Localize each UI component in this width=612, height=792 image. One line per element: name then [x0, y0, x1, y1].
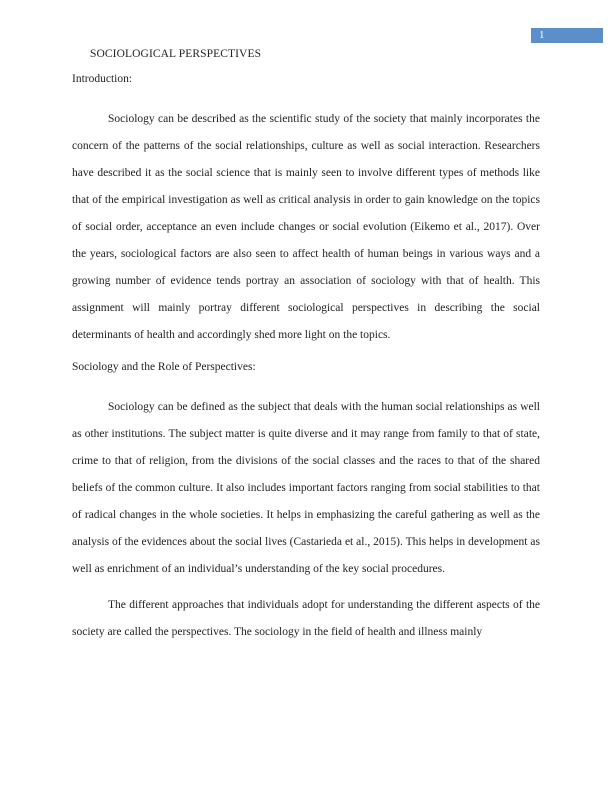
document-body: [72, 70, 540, 655]
intro-heading: Introduction:: [72, 73, 133, 85]
running-head: SOCIOLOGICAL PERSPECTIVES: [90, 48, 262, 60]
section-paragraph-1: Sociology can be defined as the subject that deals with the human social relationships as well as other institutions. The subject matter is quite diverse and it may range from family to that of state, crime to that of religion, from the divisions of the social classes and the races to that of the shared beliefs of the common culture. It also includes important factors ranging from social stabilities to that of radical changes in the whole societies. It helps in emphasizing the careful gathering as well as the analysis of the evidences about the social lives (Castarieda et al., 2015). This helps in development as well as enrichment of an individual’s understanding of the key social procedures.: [72, 401, 540, 575]
section-paragraph-2: The different approaches that individuals adopt for understanding the different aspects of the society are called the perspectives. The sociology in the field of health and illness mainly: [72, 599, 540, 638]
intro-paragraph: Sociology can be described as the scientific study of the society that mainly incorporates the concern of the patterns of the social relationships, culture as well as social interaction. Researchers have described it as the social science that is mainly seen to involve different types of methods like that of the empirical investigation as well as critical analysis in order to gain knowledge on the topics of social order, acceptance an even include changes or social evolution (Eikemo et al., 2017). Over the years, sociological factors are also seen to affect health of human beings in various ways and a growing number of evidence tends portray an association of sociology with that of health. This assignment will mainly portray different sociological perspectives in describing the social determinants of health and accordingly shed more light on the topics.: [72, 113, 540, 341]
page-number: 1: [531, 28, 603, 43]
section-heading: Sociology and the Role of Perspectives:: [72, 361, 256, 373]
